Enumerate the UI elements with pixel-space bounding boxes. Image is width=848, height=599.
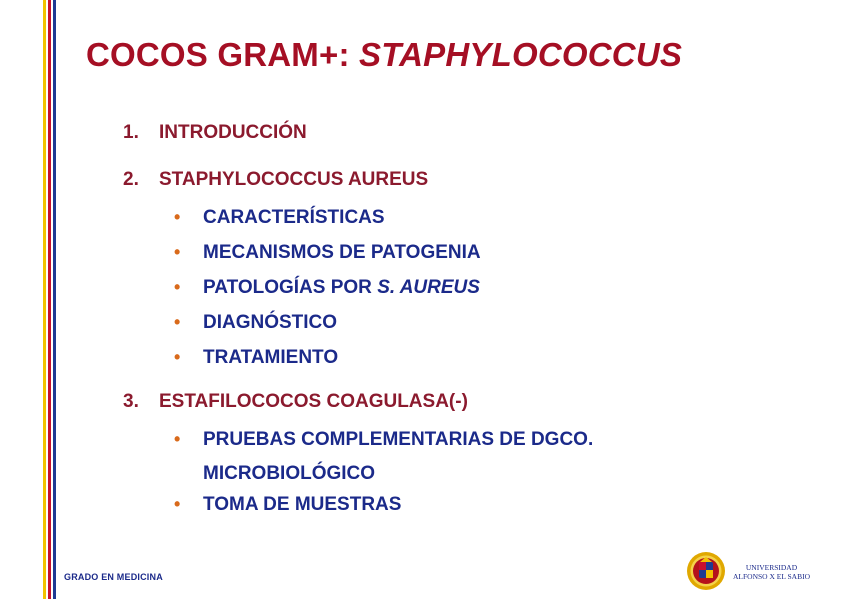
subitem-caracteristicas bbox=[174, 200, 385, 235]
bullet-icon: • bbox=[174, 207, 181, 227]
subitem-label-continuation: MICROBIOLÓGICO bbox=[203, 463, 376, 484]
bullet-icon: • bbox=[174, 277, 181, 297]
stripe-blue bbox=[53, 0, 56, 599]
university-name bbox=[733, 563, 810, 581]
list-item-staphylococcus-aureus bbox=[123, 169, 428, 191]
subitem-mecanismos bbox=[174, 235, 481, 270]
item-label: INTRODUCCIÓN bbox=[159, 122, 307, 143]
item-number: 2. bbox=[123, 169, 139, 190]
subitem-label: CARACTERÍSTICAS bbox=[203, 207, 385, 228]
subitem-label-italic: S. AUREUS bbox=[377, 277, 480, 298]
subitem-patologias bbox=[174, 270, 480, 305]
subitem-label: MECANISMOS DE PATOGENIA bbox=[203, 242, 481, 263]
bullet-icon: • bbox=[174, 242, 181, 262]
subitem-label: PRUEBAS COMPLEMENTARIAS DE DGCO. bbox=[203, 429, 594, 450]
stripe-yellow bbox=[43, 0, 46, 599]
item-number: 3. bbox=[123, 391, 139, 412]
subitem-diagnostico bbox=[174, 305, 337, 340]
slide-title bbox=[86, 36, 682, 74]
university-seal-logo bbox=[686, 551, 726, 591]
subitem-label: TRATAMIENTO bbox=[203, 347, 339, 368]
subitem-label: PATOLOGÍAS POR bbox=[203, 277, 378, 298]
item-label: STAPHYLOCOCCUS AUREUS bbox=[159, 169, 429, 190]
list-item-estafilococos bbox=[123, 391, 468, 413]
university-line1: UNIVERSIDAD bbox=[745, 563, 798, 572]
bullet-icon: • bbox=[174, 312, 181, 332]
subitem-label: DIAGNÓSTICO bbox=[203, 312, 338, 333]
title-main: COCOS GRAM+: bbox=[86, 36, 360, 73]
bullet-icon: • bbox=[174, 429, 181, 449]
university-line2: ALFONSO X EL SABIO bbox=[733, 572, 811, 581]
subitem-tratamiento bbox=[174, 340, 338, 375]
bullet-icon: • bbox=[174, 347, 181, 367]
bullet-icon: • bbox=[174, 494, 181, 514]
subitem-label: TOMA DE MUESTRAS bbox=[203, 494, 402, 515]
item-label: ESTAFILOCOCOS COAGULASA(-) bbox=[159, 391, 468, 412]
title-italic: STAPHYLOCOCCUS bbox=[359, 36, 683, 73]
subitem-toma-muestras bbox=[174, 487, 401, 522]
list-item-introduccion bbox=[123, 122, 307, 144]
footer-program: GRADO EN MEDICINA bbox=[64, 572, 163, 582]
subitem-pruebas bbox=[174, 422, 593, 491]
stripe-red bbox=[48, 0, 51, 599]
item-number: 1. bbox=[123, 122, 139, 143]
